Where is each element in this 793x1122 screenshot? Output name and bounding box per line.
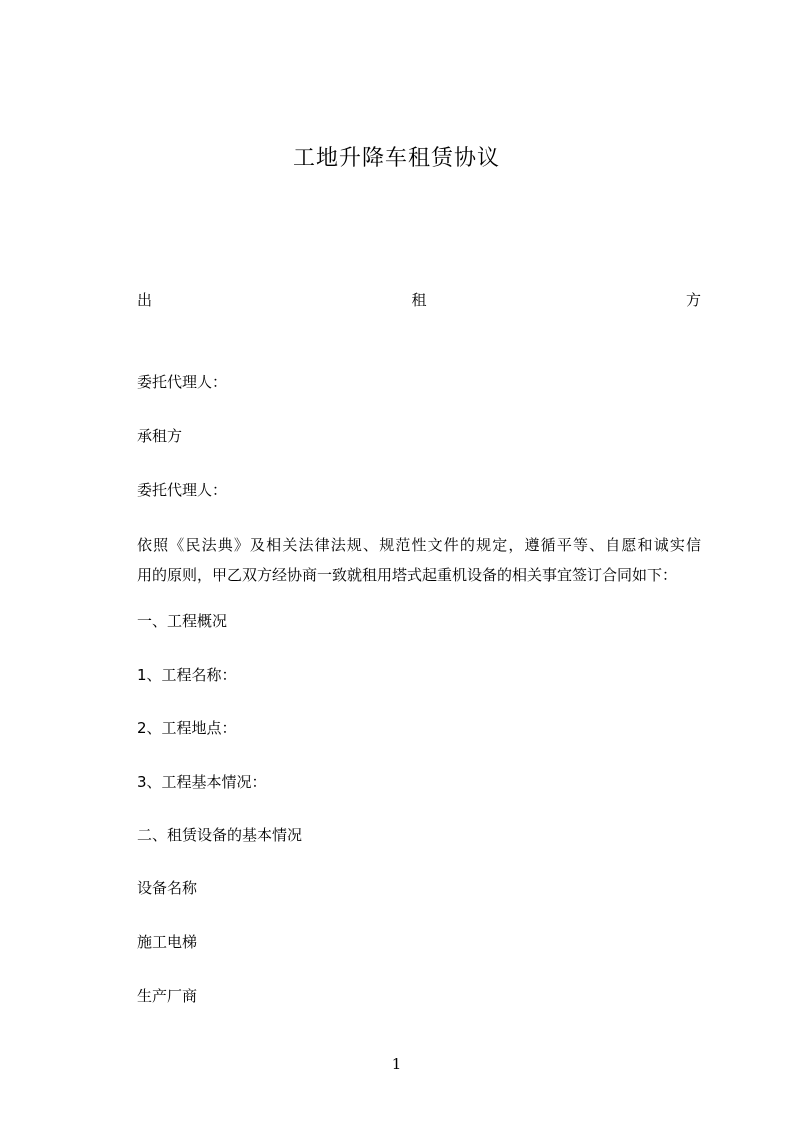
intro-line-2: 用的原则，甲乙双方经协商一致就租用塔式起重机设备的相关事宜签订合同如下： (137, 566, 678, 584)
lessee-line: 承租方 (137, 427, 183, 445)
intro-line-1: 依照《民法典》及相关法律法规、规范性文件的规定，遵循平等、自愿和诚实信 (137, 536, 701, 554)
intro-paragraph (137, 530, 701, 590)
document-title: 工地升降车租赁协议 (292, 146, 500, 171)
equipment-name-label: 设备名称 (137, 879, 198, 897)
lessor-char-2: 租 (411, 291, 427, 309)
lessor-agent-line: 委托代理人： (137, 373, 228, 391)
page-number: 1 (391, 1055, 402, 1073)
item-project-info: 3、工程基本情况： (137, 773, 267, 791)
section2-heading: 二、租赁设备的基本情况 (137, 826, 303, 844)
lessor-label (137, 289, 701, 310)
item-project-name: 1、工程名称： (137, 666, 237, 684)
lessor-char-1: 出 (137, 291, 153, 309)
equipment-name-value: 施工电梯 (137, 933, 198, 951)
lessor-char-3: 方 (685, 291, 701, 309)
manufacturer-label: 生产厂商 (137, 987, 198, 1005)
lessee-agent-line: 委托代理人： (137, 481, 228, 499)
section1-heading: 一、工程概况 (137, 612, 228, 630)
item-project-location: 2、工程地点： (137, 719, 237, 737)
